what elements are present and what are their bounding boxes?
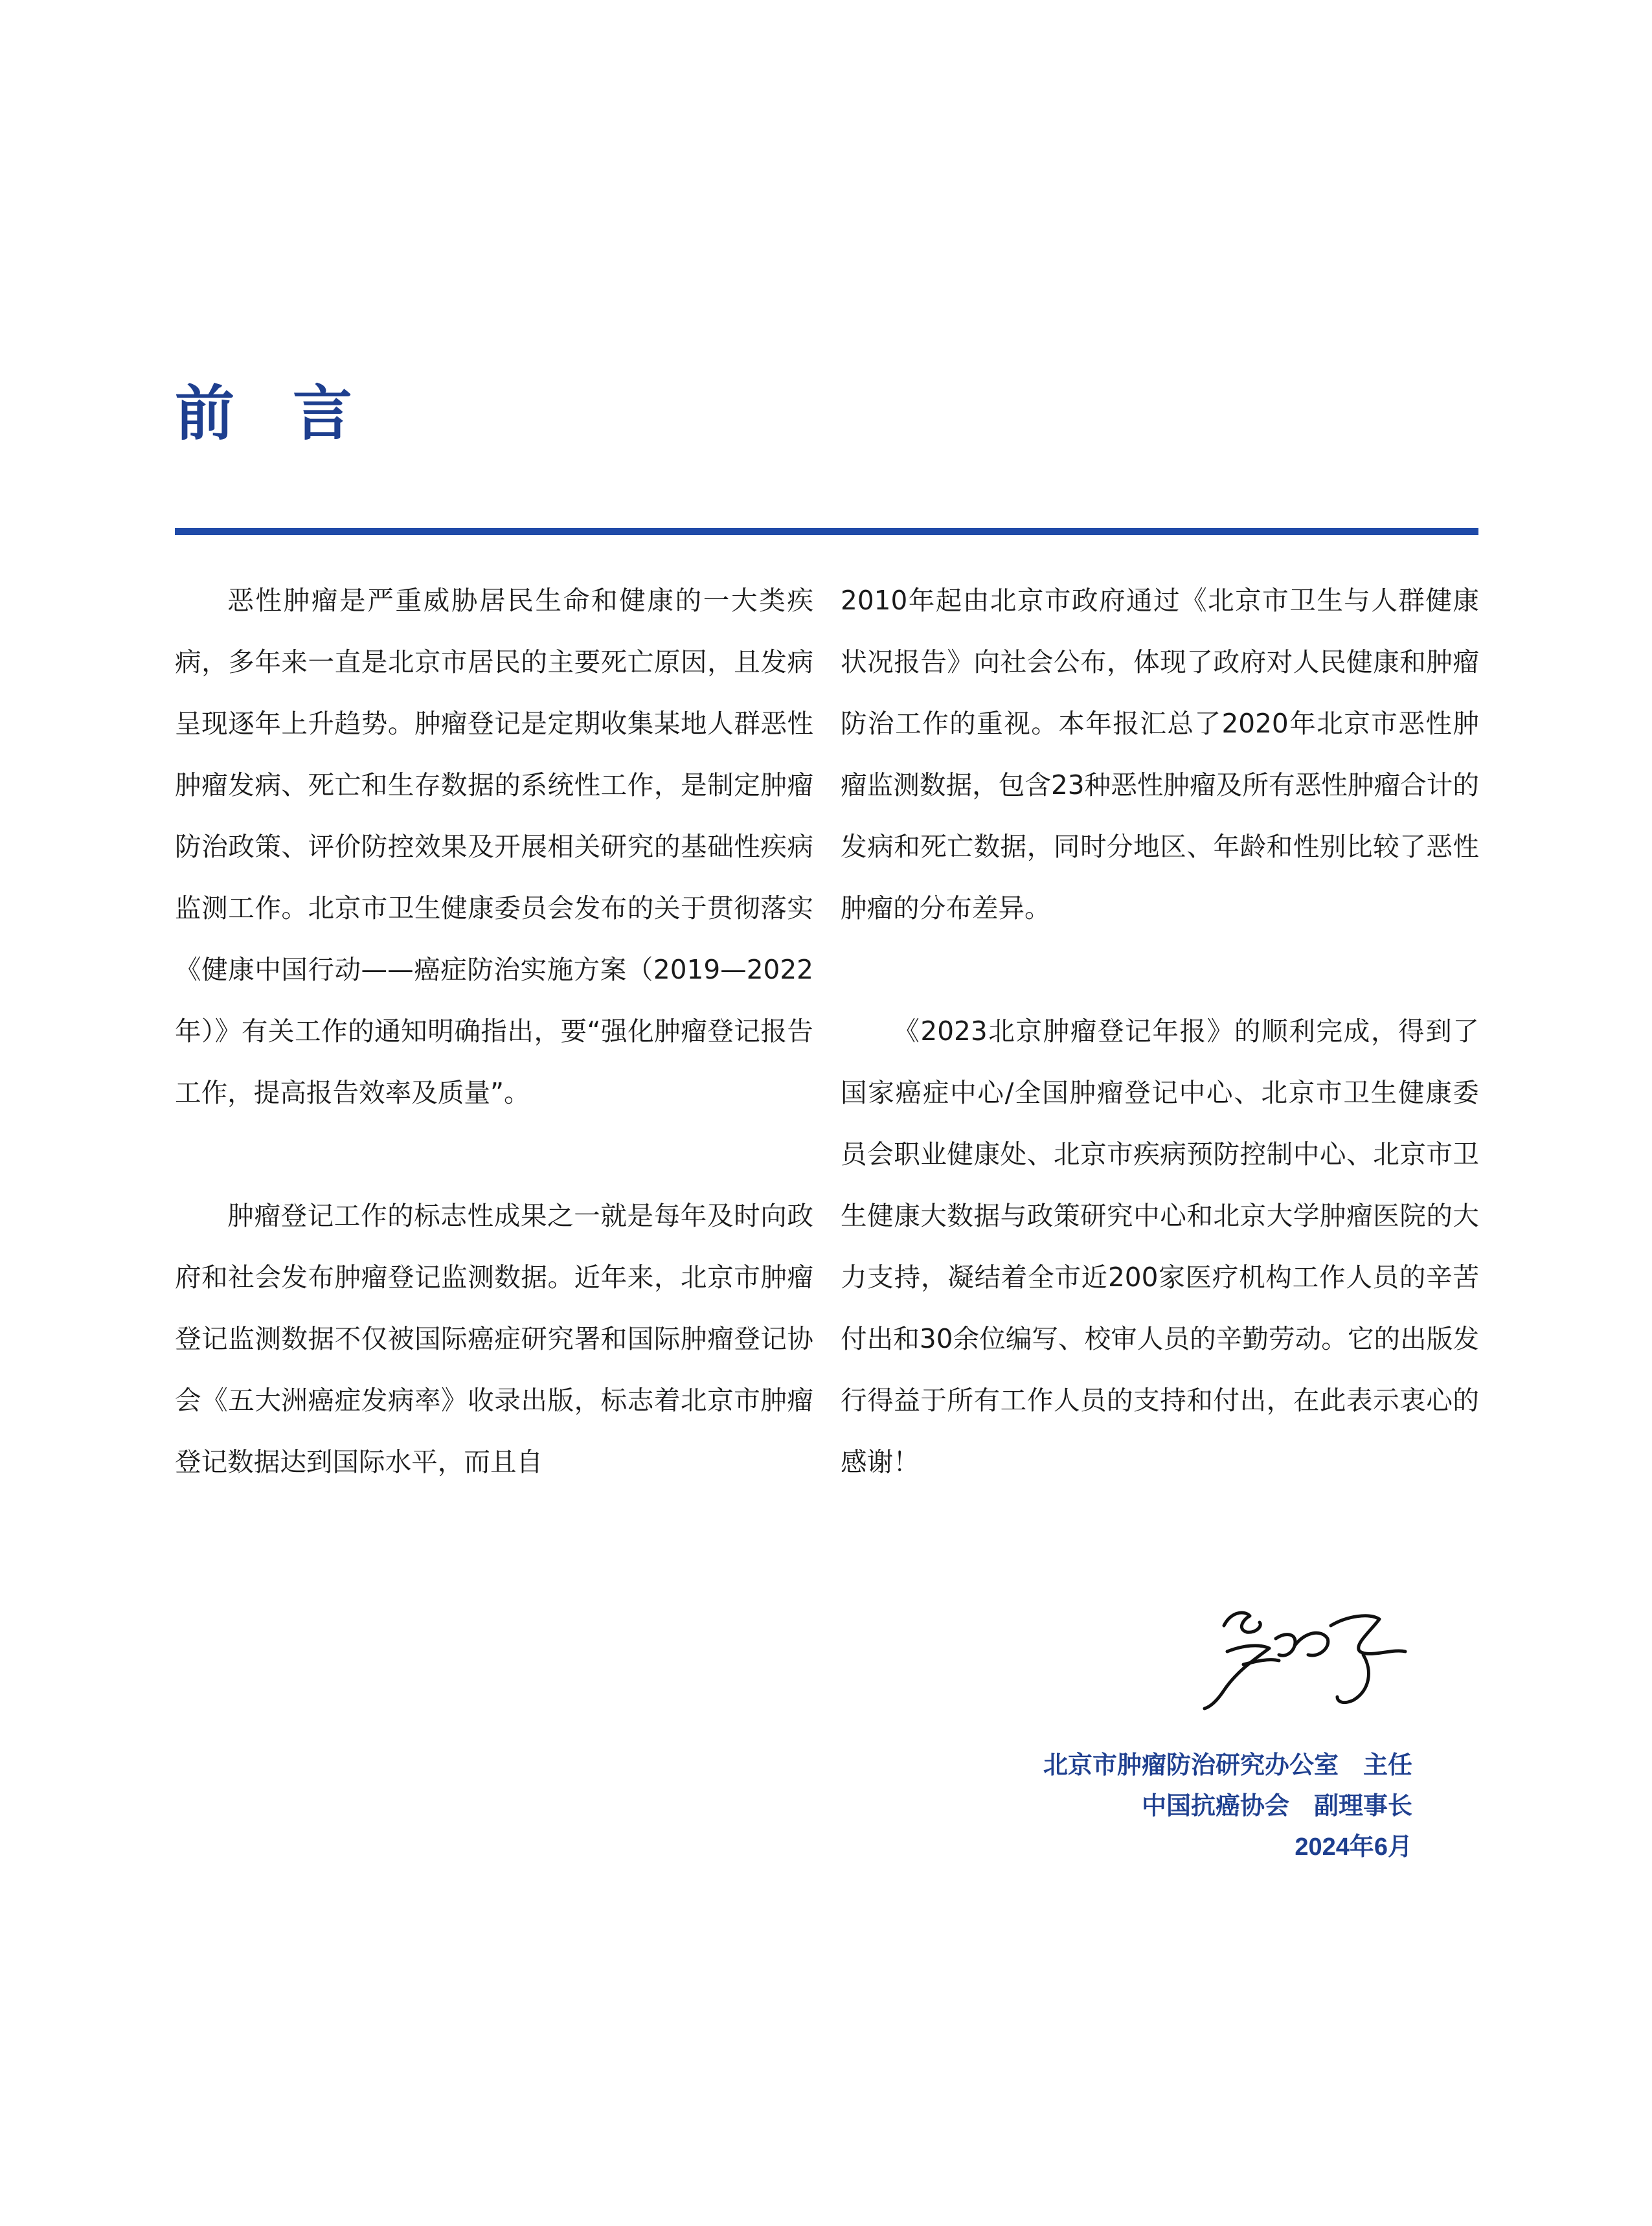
right-column (841, 570, 1479, 1493)
page-title: 前言 (175, 378, 411, 448)
body-paragraph-1: 恶性肿瘤是严重威胁居民生命和健康的一大类疾病，多年来一直是北京市居民的主要死亡原因，且发病呈现逐年上升趋势。肿瘤登记是定期收集某地人群恶性肿瘤发病、死亡和生存数据的系统性工作，是制定肿瘤防治政策、评价防控效果及开展相关研究的基础性疾病监测工作。北京市卫生健康委员会发布的关于贯彻落实《健康中国行动——癌症防治实施方案（2019—2022年）》有关工作的通知明确指出，要“强化肿瘤登记报告工作，提高报告效率及质量”。 (175, 585, 813, 1108)
body-paragraph-2-continued: 2010年起由北京市政府通过《北京市卫生与人群健康状况报告》向社会公布，体现了政府对人民健康和肿瘤防治工作的重视。本年报汇总了2020年北京市恶性肿瘤监测数据，包含23种恶性肿瘤及所有恶性肿瘤合计的发病和死亡数据，同时分地区、年龄和性别比较了恶性肿瘤的分布差异。 (841, 585, 1479, 924)
body-paragraph-2: 肿瘤登记工作的标志性成果之一就是每年及时向政府和社会发布肿瘤登记监测数据。近年来，北京市肿瘤登记监测数据不仅被国际癌症研究署和国际肿瘤登记协会《五大洲癌症发病率》收录出版，标志着北京市肿瘤登记数据达到国际水平，而且自 (175, 1200, 813, 1477)
signoff-block (1043, 1745, 1412, 1868)
signer-title-2: 中国抗癌协会 副理事长 (1141, 1793, 1412, 1820)
body-paragraph-3: 《2023北京肿瘤登记年报》的顺利完成，得到了国家癌症中心/全国肿瘤登记中心、北京市卫生健康委员会职业健康处、北京市疾病预防控制中心、北京市卫生健康大数据与政策研究中心和北京大学肿瘤医院的大力支持，凝结着全市近200家医疗机构工作人员的辛苦付出和30余位编写、校审人员的辛勤劳动。它的出版发行得益于所有工作人员的支持和付出，在此表示衷心的感谢！ (841, 1016, 1479, 1477)
handwritten-signature (1198, 1593, 1444, 1723)
left-column (175, 570, 813, 1493)
title-divider (175, 528, 1478, 535)
signer-title-1: 北京市肿瘤防治研究办公室 主任 (1043, 1752, 1412, 1779)
signoff-date: 2024年6月 (1295, 1834, 1412, 1861)
